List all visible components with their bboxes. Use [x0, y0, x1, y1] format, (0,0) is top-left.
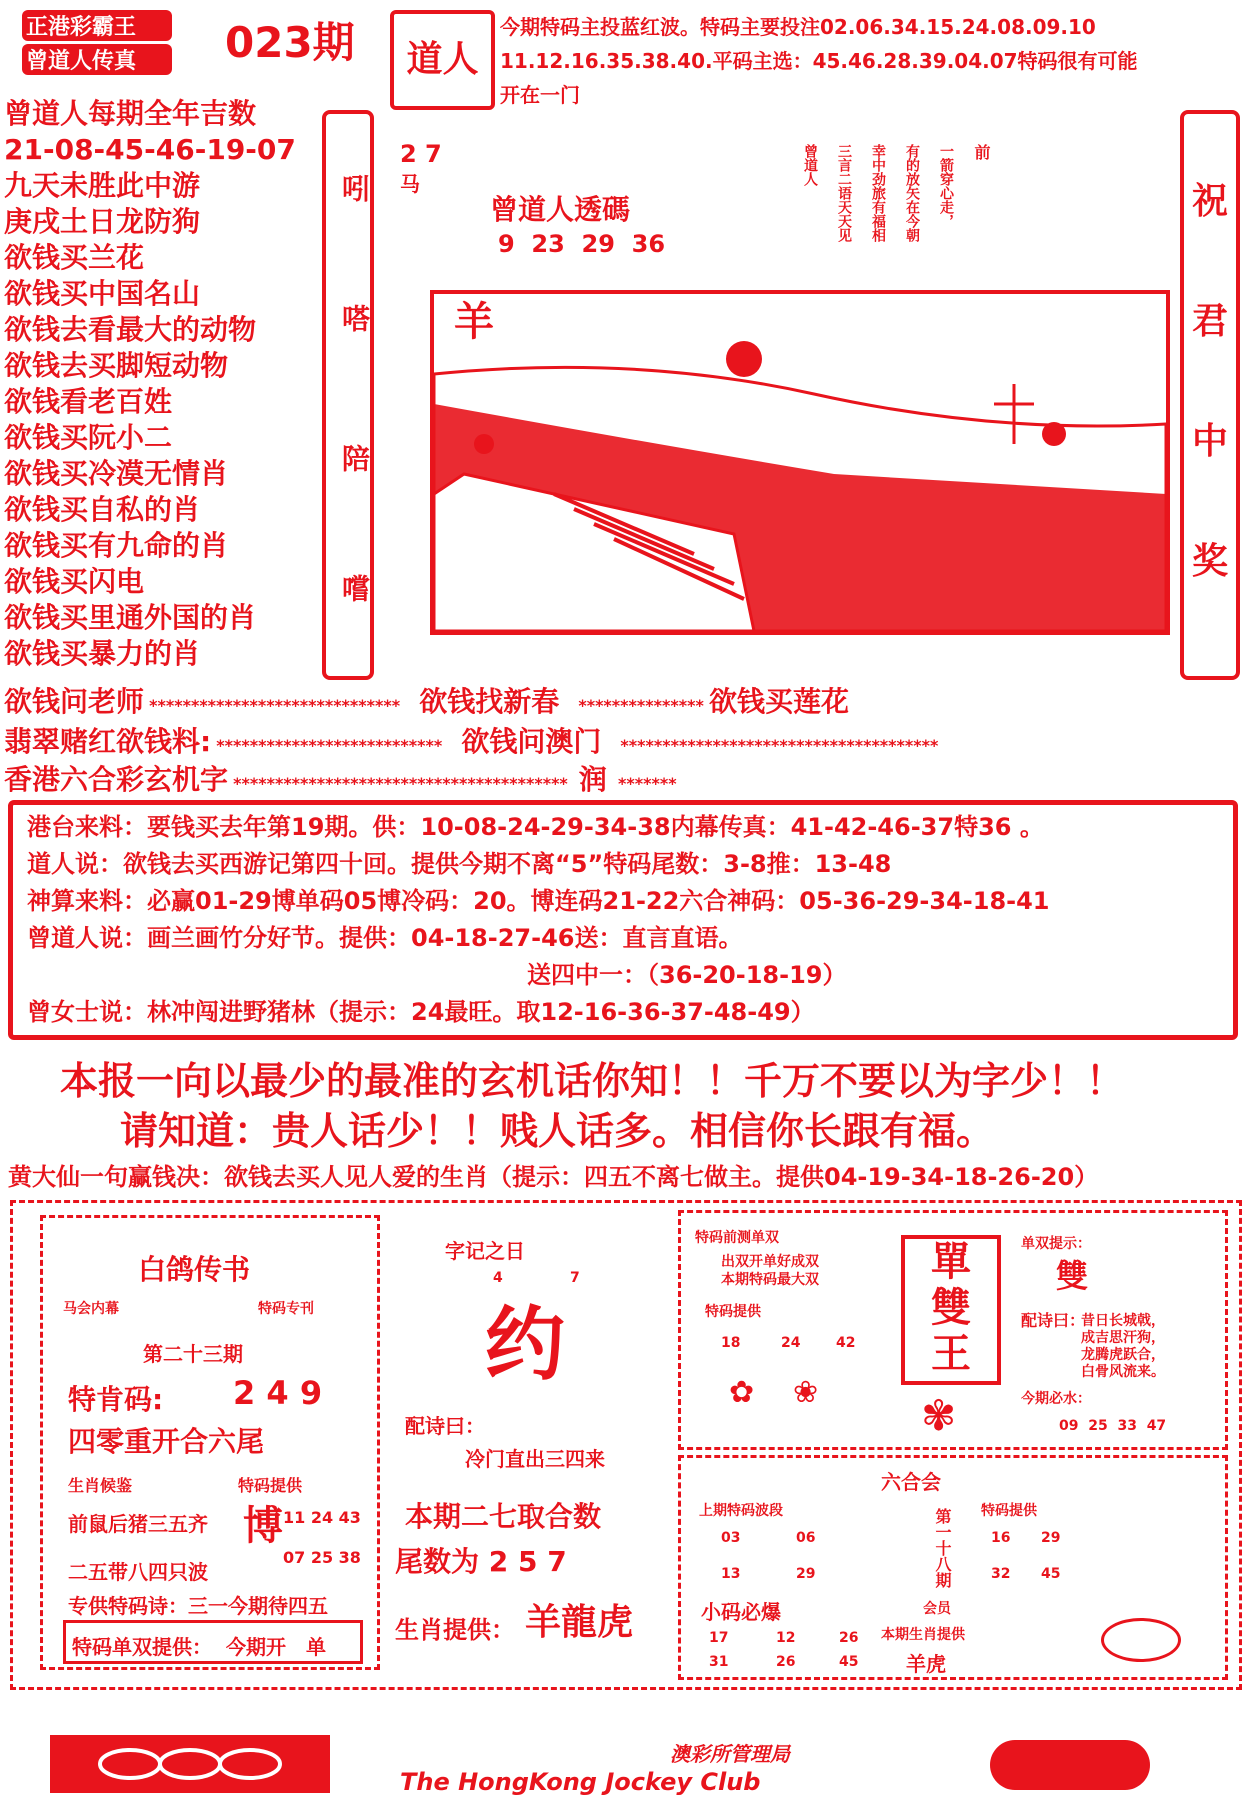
- prb-emblem: [1101, 1618, 1181, 1662]
- prt-bottom-nums: 09 25 33 47: [1059, 1418, 1167, 1434]
- prt-poem-line: 昔日长城戟，: [1081, 1313, 1165, 1329]
- stamp-text: 道人: [406, 39, 479, 80]
- prt-h1-line: 出双开单好成双: [721, 1254, 819, 1270]
- pl-ds-value: 今期开 单: [226, 1635, 326, 1659]
- notice-line: 11.12.16.35.38.40.平码主选：45.46.28.39.04.07特码很有可能: [500, 49, 1138, 73]
- mid-stars: *******: [618, 774, 677, 793]
- rooster-icon: ✿: [729, 1375, 755, 1410]
- scroll-numbers: 9 23 29 36: [498, 230, 666, 258]
- prt-poem-line: 成吉思汗狗，: [1081, 1330, 1165, 1346]
- pl-ds-box: [63, 1620, 363, 1664]
- prb-tema-cell: 45: [1041, 1566, 1061, 1582]
- prb-small-num: 45: [839, 1654, 859, 1670]
- pm-sx: 羊龍虎: [525, 1602, 634, 1643]
- left-line: 欲钱买冷漠无情肖: [4, 457, 229, 490]
- pl-zodiac-label: 生肖候鉴: [68, 1476, 133, 1495]
- left-line: 庚戌土日龙防狗: [4, 205, 201, 238]
- mid-stars: **************************************: [620, 736, 939, 755]
- banner-char: 君: [1192, 301, 1229, 342]
- info-line: 曾女士说：林冲闯进野猪林（提示：24最旺。取12-16-36-37-48-49）: [27, 998, 815, 1026]
- knot-icon: [90, 1742, 290, 1786]
- prb-tema-label: 特码提供: [981, 1503, 1037, 1519]
- left-line: 欲钱买暴力的肖: [4, 637, 201, 670]
- mid-center: 润: [578, 763, 607, 796]
- logo-line2: 曾道人传真: [22, 44, 172, 75]
- issue-number: 023期: [225, 18, 355, 67]
- prb-grid-cell: 13: [721, 1566, 741, 1582]
- pm-sx-label: 生肖提供：: [395, 1616, 515, 1644]
- notice-line: 开在一门: [500, 83, 580, 107]
- logo-line1: 正港彩霸王: [22, 10, 172, 41]
- prt-king-char: 單: [931, 1239, 971, 1285]
- mid-right: 欲钱买莲花: [708, 685, 849, 718]
- notice-line: 今期特码主投蓝红波。特码主要投注02.06.34.15.24.08.09.10: [500, 15, 1096, 39]
- poem-col: 曾道人: [802, 144, 818, 186]
- flower-emblem-icon: ✾: [921, 1391, 957, 1440]
- left-line: 欲钱买兰花: [4, 241, 145, 274]
- pl-tema-offer: 特码提供: [238, 1476, 303, 1495]
- left-line: 欲钱去买脚短动物: [4, 349, 229, 382]
- prt-king-box: [901, 1235, 1001, 1385]
- pl-tema-label: 特肯码:: [68, 1383, 164, 1416]
- footer-left-emblem: [50, 1735, 330, 1793]
- footer-right-emblem: [990, 1740, 1150, 1790]
- image-label: 羊: [454, 299, 494, 345]
- prb-grid-cell: 03: [721, 1530, 741, 1546]
- header-logo: [22, 10, 172, 74]
- info-line: 曾道人说：画兰画竹分好节。提供：04-18-27-46送：直言直语。: [27, 924, 743, 952]
- mid-stars: ***************************: [216, 736, 443, 755]
- prb-title: 六合会: [881, 1470, 941, 1494]
- slogan-1: 本报一向以最少的最准的玄机话你知！！千万不要以为字少！！: [60, 1058, 1125, 1103]
- scroll-body: [380, 120, 1180, 640]
- pm-poem: 冷门直出三四来: [465, 1447, 605, 1471]
- prb-zodiac-label: 本期生肖提供: [881, 1627, 965, 1643]
- info-box: [8, 800, 1238, 1040]
- prb-small-num: 12: [776, 1630, 796, 1646]
- pl-small-right: 特码专刊: [258, 1301, 314, 1317]
- banner-char: 中: [1192, 421, 1229, 462]
- prt-tema-num: 24: [781, 1335, 801, 1351]
- pm-header: 字记之日: [445, 1239, 525, 1263]
- pl-title: 白鸽传书: [138, 1253, 251, 1286]
- scroll-top-number: 2 7: [400, 140, 442, 168]
- prt-tema-num: 18: [721, 1335, 741, 1351]
- prt-tema-provide: 特码提供: [705, 1304, 761, 1320]
- info-line: 港台来料：要钱买去年第19期。供：10-08-24-29-34-38内幕传真：41-42-46-37特36 。: [27, 813, 1044, 841]
- prt-poem-line: 龙腾虎跃合，: [1081, 1347, 1165, 1363]
- prt-poem-line: 白骨风流来。: [1081, 1364, 1165, 1380]
- left-line: 欲钱买中国名山: [4, 277, 201, 310]
- mid-line: [4, 758, 677, 798]
- pl-nums-row2: 07 25 38: [283, 1548, 361, 1567]
- left-line: 欲钱买里通外国的肖: [4, 601, 257, 634]
- pl-bo-char: 博: [243, 1503, 283, 1549]
- scroll-left-char: 吲: [338, 174, 371, 202]
- prt-h1: 特码前测单双: [695, 1230, 779, 1246]
- left-column: [4, 96, 324, 672]
- scroll-poem: [800, 144, 993, 284]
- left-line: 九天未胜此中游: [4, 169, 201, 202]
- mid-line: [4, 680, 849, 720]
- poem-col: 前: [972, 144, 991, 160]
- left-line: 21-08-45-46-19-07: [4, 133, 296, 166]
- prb-grid-cell: 06: [796, 1530, 816, 1546]
- prt-dan-char: 雙: [1056, 1257, 1089, 1295]
- banner-char: 祝: [1192, 181, 1229, 222]
- poem-col: 有的放矢在今朝: [904, 144, 920, 242]
- left-line: 欲钱买闪电: [4, 565, 145, 598]
- prb-tema-cell: 16: [991, 1530, 1011, 1546]
- info-line: 神算来料：必赢01-29博单码05博冷码：20。博连码21-22六合神码：05-36-29-34-18-41: [27, 887, 1050, 915]
- prb-tema-cell: 29: [1041, 1530, 1061, 1546]
- mid-stars: ***************: [578, 696, 704, 715]
- prb-zodiac-char: 羊虎: [906, 1652, 946, 1676]
- pl-ds-label: 特码单双提供：: [72, 1635, 212, 1659]
- slogan-2: 请知道：贵人话少！！贱人话多。相信你长跟有福。: [120, 1108, 995, 1153]
- left-line: 欲钱买自私的肖: [4, 493, 201, 526]
- scroll-left-char: 陪: [338, 444, 371, 472]
- mid-stars: ******************************: [149, 696, 401, 715]
- left-line: 曾道人每期全年吉数: [4, 97, 257, 130]
- prb-center-sub: 会员: [923, 1601, 951, 1617]
- scroll-right-roll: [1180, 110, 1240, 680]
- mid-left: 欲钱问老师: [4, 685, 145, 718]
- prb-small-num: 31: [709, 1654, 729, 1670]
- stamp: [390, 10, 495, 110]
- prt-poem-label: 配诗曰：: [1021, 1311, 1086, 1330]
- pl-tema-value: 2 4 9: [233, 1374, 323, 1412]
- scroll-left-roll: [322, 110, 374, 680]
- prt-heart-label: 今期必水：: [1021, 1391, 1091, 1407]
- prt-king-char: 雙: [931, 1285, 971, 1331]
- prb-tema-cell: 32: [991, 1566, 1011, 1582]
- prb-small-num: 26: [776, 1654, 796, 1670]
- pm-weishu: 尾数为 2 5 7: [395, 1545, 567, 1578]
- panel-mid: [385, 1215, 670, 1670]
- pm-n-right: 7: [570, 1270, 580, 1286]
- prb-grid-cell: 29: [796, 1566, 816, 1582]
- mid-center: 欲钱问澳门: [461, 725, 602, 758]
- poem-col: 三言二语天天见: [836, 144, 852, 242]
- left-line: 欲钱买有九命的肖: [4, 529, 229, 562]
- mid-line: [4, 720, 938, 760]
- prt-tema-num: 42: [836, 1335, 856, 1351]
- prt-dan-label: 单双提示：: [1021, 1236, 1091, 1252]
- scroll-left-char: 嗒: [338, 304, 371, 332]
- prb-small-num: 17: [709, 1630, 729, 1646]
- mid-stars: ****************************************: [233, 774, 568, 793]
- panel-right-bottom: [678, 1455, 1228, 1680]
- pl-line-b: 二五带八四只波: [68, 1560, 208, 1584]
- pl-issue: 第二十三期: [143, 1342, 243, 1366]
- prb-small-num: 26: [839, 1630, 859, 1646]
- pm-n-left: 4: [493, 1270, 503, 1286]
- prt-king-char: 王: [931, 1331, 971, 1377]
- mid-left: 翡翠赌红欲钱料:: [4, 725, 212, 758]
- landscape-illustration: [434, 294, 1166, 631]
- pm-big-char: 约: [485, 1298, 565, 1391]
- pl-small-left: 马会内幕: [63, 1301, 119, 1317]
- scroll-left-char: 嚐: [338, 574, 371, 602]
- scroll-title: 曾道人透碼: [490, 193, 631, 226]
- mid-center: 欲钱找新春: [419, 685, 560, 718]
- banner-char: 奖: [1192, 541, 1229, 582]
- prb-small-label: 小码必爆: [701, 1600, 781, 1624]
- poem-col: 幸中劲旅有福相: [870, 144, 886, 242]
- pm-poem-label: 配诗曰：: [405, 1414, 485, 1438]
- prb-center-text: 第一十八期: [933, 1508, 952, 1588]
- panel-right-top: [678, 1210, 1228, 1450]
- poem-col: 一箭穿心走，: [938, 144, 954, 228]
- footer-club-cn: 澳彩所管理局: [670, 1742, 790, 1766]
- info-line: 道人说：欲钱去买西游记第四十回。提供今期不离“5”特码尾数：3-8推：13-48: [27, 850, 892, 878]
- left-line: 欲钱去看最大的动物: [4, 313, 257, 346]
- footer-club-en: The HongKong Jockey Club: [400, 1768, 761, 1796]
- pl-poem-line: 专供特码诗：三一今期待四五: [68, 1594, 328, 1618]
- huang-line: 黄大仙一句赢钱决：欲钱去买人见人爱的生肖（提示：四五不离七做主。提供04-19-34-18-26-20）: [8, 1163, 1099, 1191]
- scroll-image: [430, 290, 1170, 635]
- scroll-top-char: 马: [400, 172, 420, 196]
- info-line: 送四中一：（36-20-18-19）: [527, 961, 847, 989]
- mid-left: 香港六合彩玄机字: [4, 763, 229, 796]
- panel-left: [40, 1215, 380, 1670]
- pig-icon: ❀: [793, 1375, 819, 1410]
- prt-poem: [1081, 1313, 1165, 1381]
- left-line: 欲钱买阮小二: [4, 421, 173, 454]
- left-line: 欲钱看老百姓: [4, 385, 173, 418]
- header-notice: [500, 10, 1240, 112]
- pm-heshu: 本期二七取合数: [405, 1500, 602, 1533]
- pl-line-a: 前鼠后猪三五齐: [68, 1512, 208, 1536]
- pl-sub-line: 四零重开合六尾: [68, 1425, 265, 1458]
- pl-nums-row1: 11 24 43: [283, 1508, 361, 1527]
- prt-h1-line: 本期特码最大双: [721, 1272, 819, 1288]
- prb-h-left: 上期特码波段: [699, 1503, 783, 1519]
